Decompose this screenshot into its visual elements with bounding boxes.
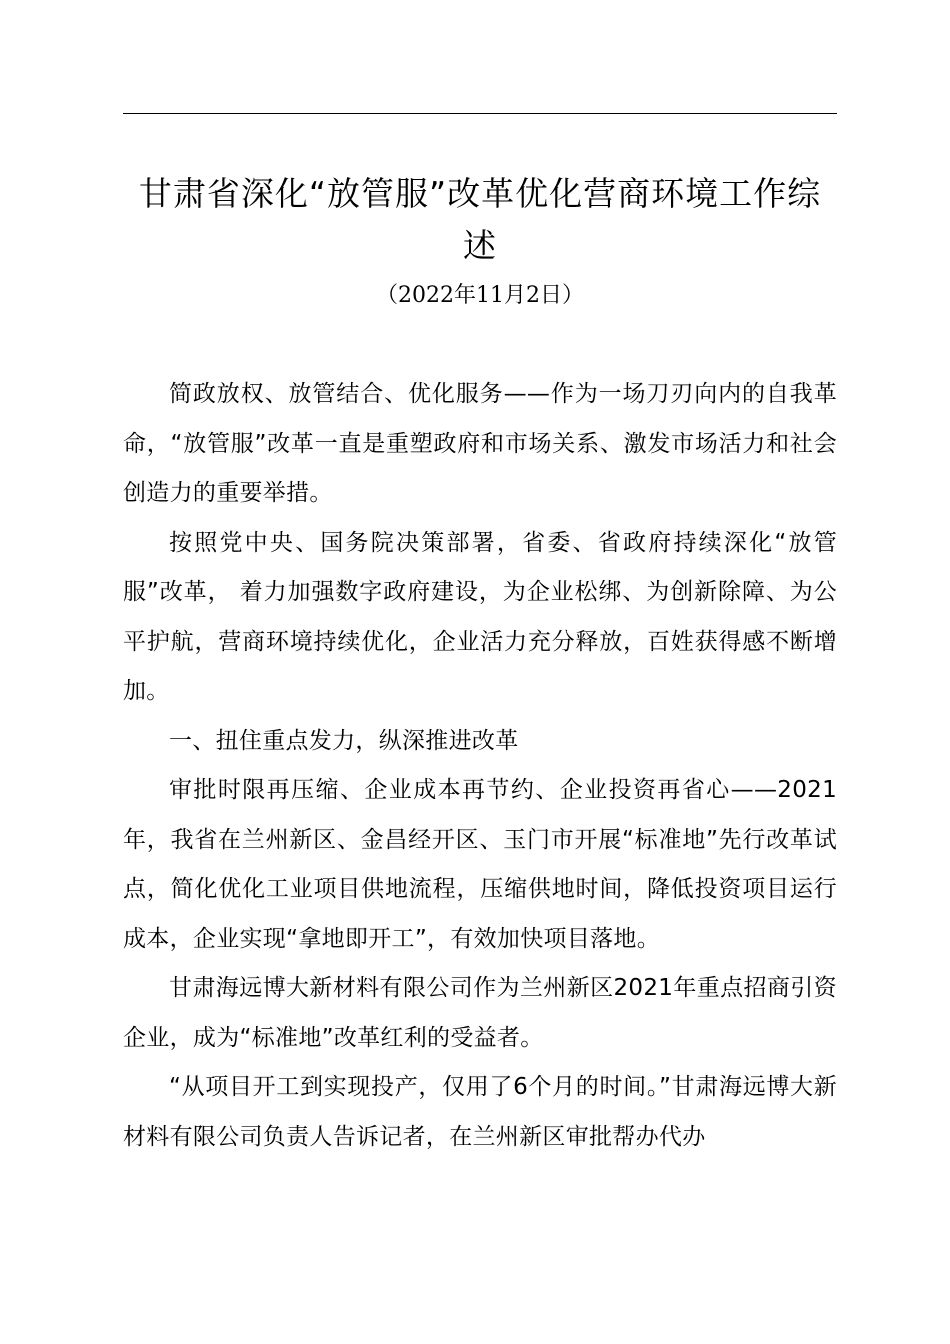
paragraph: “从项目开工到实现投产，仅用了6个月的时间。”甘肃海远博大新材料有限公司负责人告诉记者，在兰州新区审批帮办代办: [123, 1074, 837, 1150]
document-body: [123, 370, 837, 1162]
document-date: （2022年11月2日）: [376, 283, 584, 308]
header-rule: [123, 113, 837, 114]
section-heading: 一、扭住重点发力，纵深推进改革: [169, 727, 519, 754]
paragraph: 简政放权、放管结合、优化服务——作为一场刀刃向内的自我革命，“放管服”改革一直是重塑政府和市场关系、激发市场活力和社会创造力的重要举措。: [123, 381, 837, 506]
paragraph: 审批时限再压缩、企业成本再节约、企业投资再省心——2021年，我省在兰州新区、金昌经开区、玉门市开展“标准地”先行改革试点，简化优化工业项目供地流程，压缩供地时间，降低投资项目运行成本，企业实现“拿地即开工”，有效加快项目落地。: [123, 777, 837, 952]
paragraph: 甘肃海远博大新材料有限公司作为兰州新区2021年重点招商引资企业，成为“标准地”改革红利的受益者。: [123, 975, 837, 1051]
document-title: 甘肃省深化“放管服”改革优化营商环境工作综述: [138, 174, 822, 265]
paragraph: 按照党中央、国务院决策部署，省委、省政府持续深化“放管服”改革， 着力加强数字政府建设，为企业松绑、为创新除障、为公平护航，营商环境持续优化，企业活力充分释放，百姓获得感不断增加。: [123, 529, 837, 704]
